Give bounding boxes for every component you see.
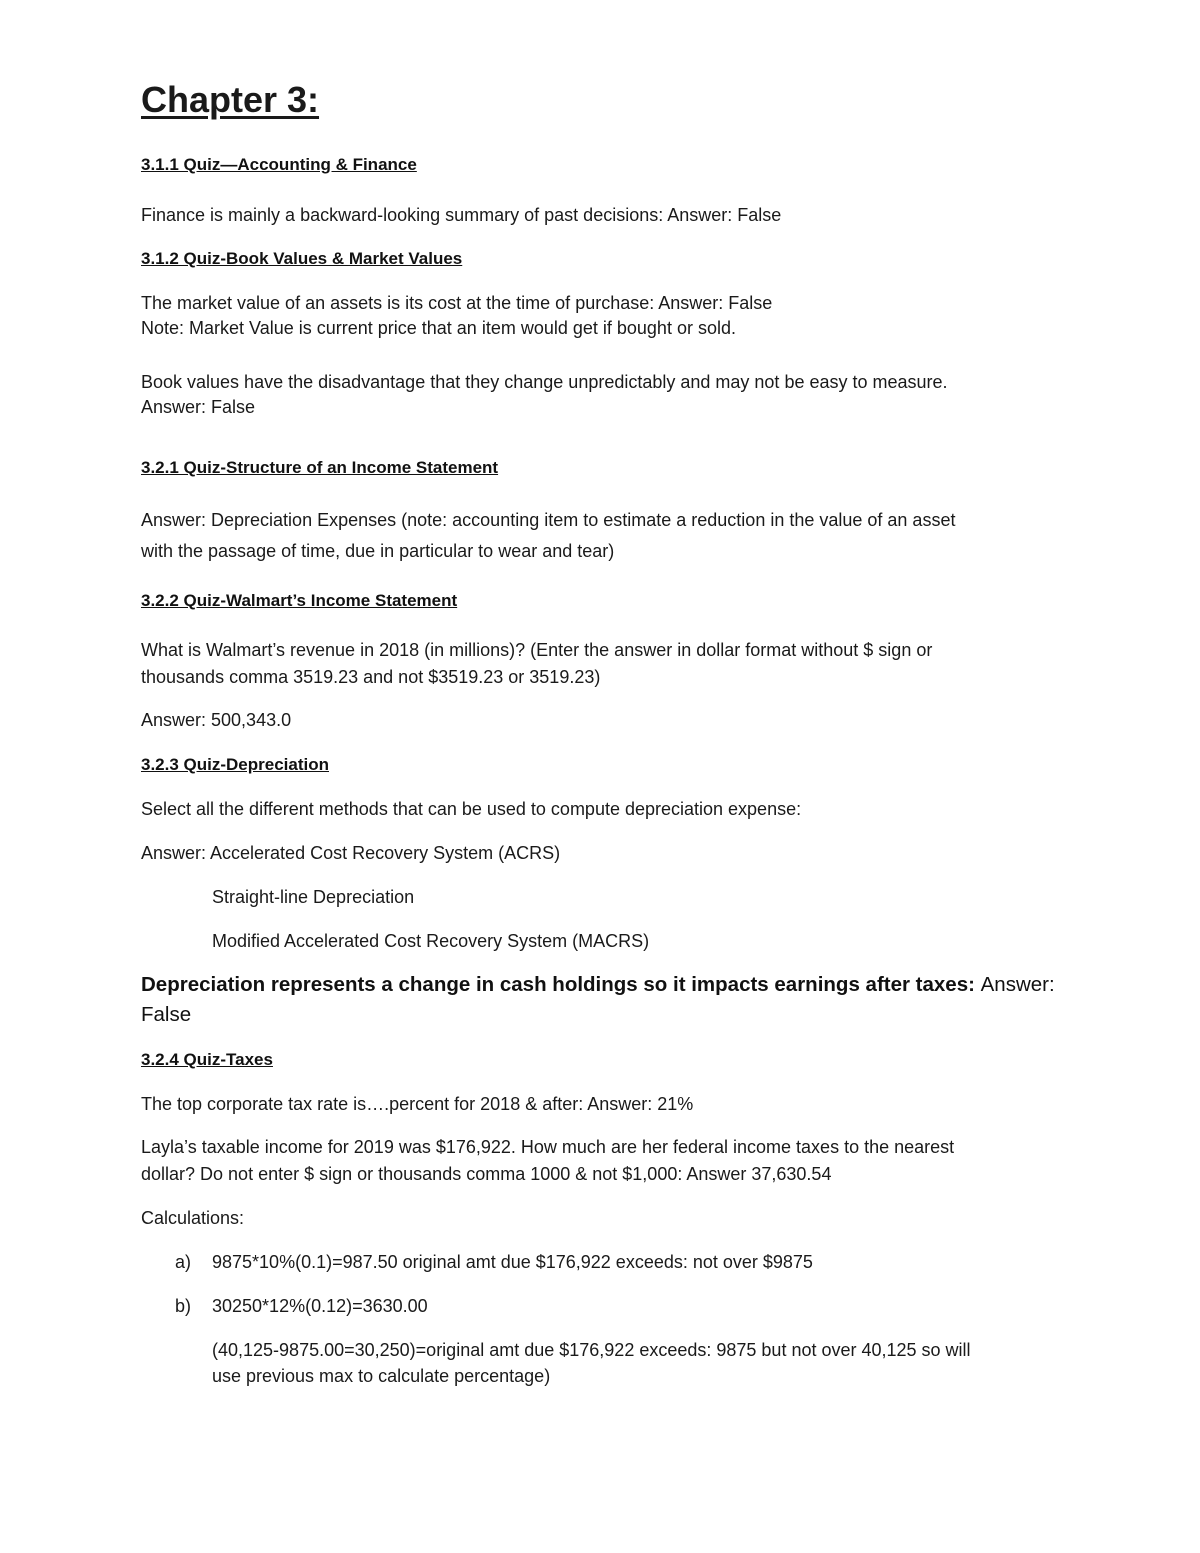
answer-text: Straight-line Depreciation (212, 887, 415, 907)
question-text: Select all the different methods that can be used to compute depreciation expense: (141, 799, 802, 819)
question-text: Book values have the disadvantage that they change unpredictably and may not be easy to measure. (141, 372, 948, 392)
list-marker: a) (175, 1252, 192, 1272)
section-heading-3-2-2: 3.2.2 Quiz-Walmart’s Income Statement (141, 591, 458, 610)
question-text: The market value of an assets is its cost at the time of purchase: Answer: False (141, 293, 773, 313)
calculations-label: Calculations: (141, 1208, 245, 1228)
list-item-note: (40,125-9875.00=30,250)=original amt due $176,922 exceeds: 9875 but not over 40,125 so will (212, 1340, 971, 1360)
chapter-title: Chapter 3: (141, 79, 320, 120)
answer-text: Answer: Depreciation Expenses (note: accounting item to estimate a reduction in the value of an asset (141, 510, 956, 530)
question-text: dollar? Do not enter $ sign or thousands comma 1000 & not $1,000: Answer 37,630.54 (141, 1164, 832, 1184)
answer-text: with the passage of time, due in particular to wear and tear) (141, 541, 615, 561)
list-item-note: use previous max to calculate percentage) (212, 1366, 551, 1386)
question-text: Layla’s taxable income for 2019 was $176,922. How much are her federal income taxes to the nearest (141, 1137, 955, 1157)
list-item: 9875*10%(0.1)=987.50 original amt due $176,922 exceeds: not over $9875 (212, 1252, 813, 1272)
note-text: Note: Market Value is current price that an item would get if bought or sold. (141, 318, 736, 338)
question-text (141, 970, 1055, 1000)
section-heading-3-2-4: 3.2.4 Quiz-Taxes (141, 1050, 273, 1069)
section-heading-3-1-1: 3.1.1 Quiz—Accounting & Finance (141, 155, 417, 174)
section-heading-3-1-2: 3.1.2 Quiz-Book Values & Market Values (141, 249, 463, 268)
list-item: 30250*12%(0.12)=3630.00 (212, 1296, 428, 1316)
section-heading-3-2-1: 3.2.1 Quiz-Structure of an Income Statement (141, 458, 499, 477)
section-heading-3-2-3: 3.2.3 Quiz-Depreciation (141, 755, 329, 774)
answer-text: Answer: 500,343.0 (141, 710, 292, 730)
answer-text (141, 1000, 191, 1030)
question-text: What is Walmart’s revenue in 2018 (in millions)? (Enter the answer in dollar format without $ sign or (141, 640, 933, 660)
answer-text: Modified Accelerated Cost Recovery System (MACRS) (212, 931, 650, 951)
answer-label: Answer: (980, 973, 1055, 996)
answer-text: Answer: Accelerated Cost Recovery System (ACRS) (141, 843, 561, 863)
answer-text: Answer: False (141, 397, 256, 417)
list-marker: b) (175, 1296, 192, 1316)
question-text: Finance is mainly a backward-looking summary of past decisions: Answer: False (141, 205, 782, 225)
question-bold-part: Depreciation represents a change in cash holdings so it impacts earnings after taxes: (141, 973, 981, 996)
question-text: The top corporate tax rate is….percent for 2018 & after: Answer: 21% (141, 1094, 694, 1114)
answer-value: False (141, 1003, 192, 1026)
question-text: thousands comma 3519.23 and not $3519.23 or 3519.23) (141, 667, 601, 687)
